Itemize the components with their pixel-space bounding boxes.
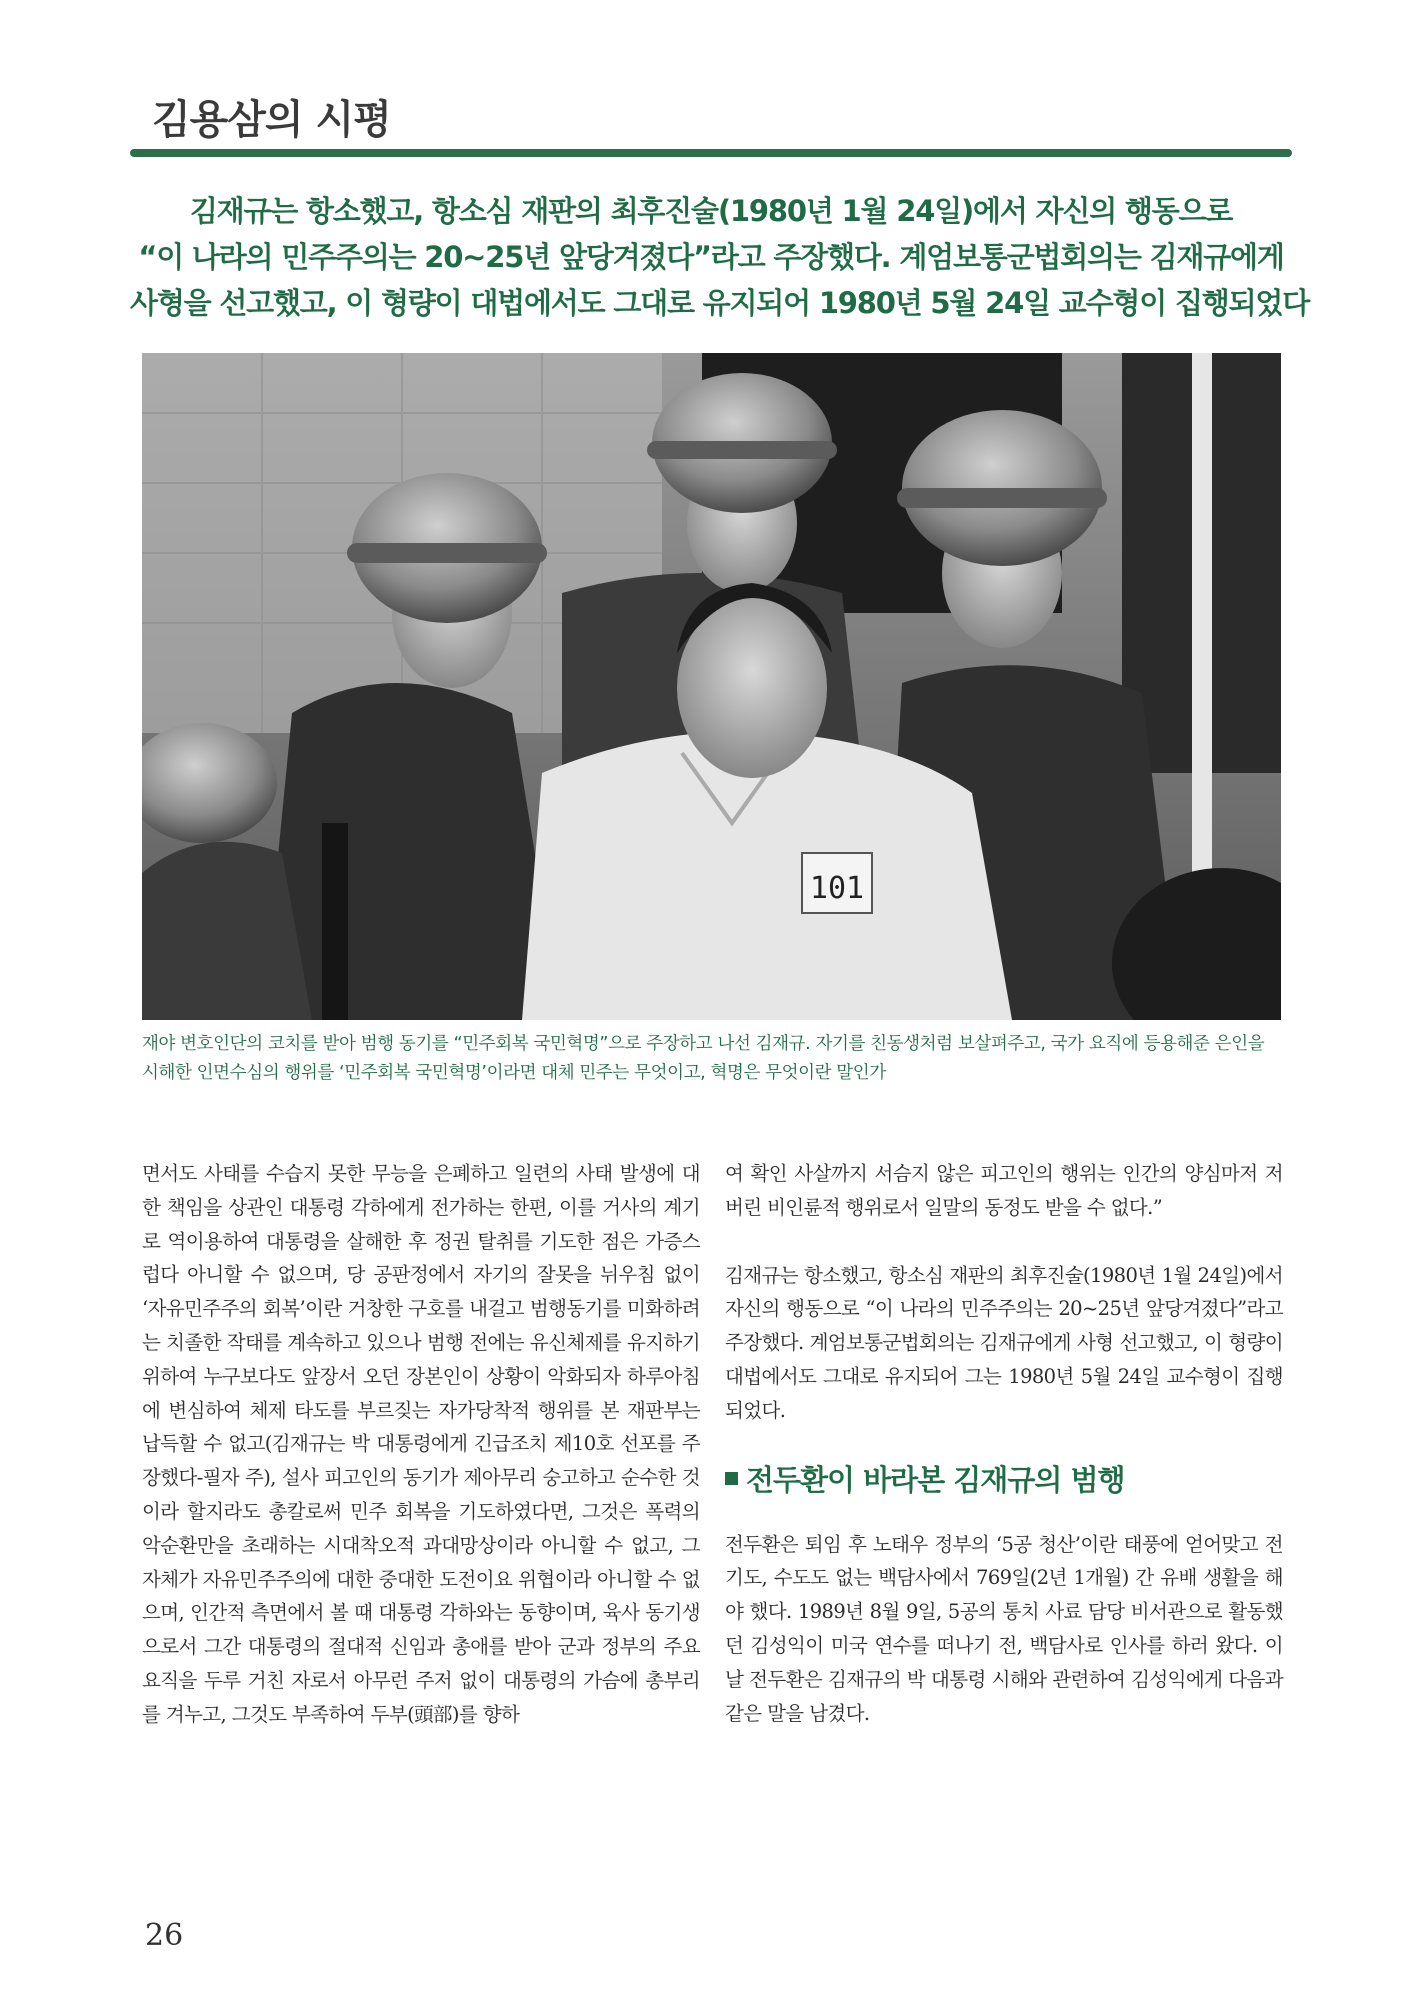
news-photo bbox=[142, 353, 1281, 1020]
header-divider bbox=[130, 149, 1292, 157]
section-heading bbox=[725, 1460, 1283, 1500]
photo-illustration bbox=[142, 353, 1281, 1020]
prisoner-badge-text: 101 bbox=[809, 871, 865, 906]
body-left-column bbox=[142, 1157, 700, 1732]
square-bullet-icon bbox=[725, 1472, 738, 1485]
section-heading-text: 전두환이 바라본 김재규의 범행 bbox=[746, 1462, 1125, 1497]
body-paragraph: 전두환은 퇴임 후 노태우 정부의 ‘5공 청산’이란 태풍에 얻어맞고 전기도, 수도도 없는 백담사에서 769일(2년 1개월) 간 유배 생활을 해야 했다. 1989년 8월 9일, 5공의 통치 사료 담당 비서관으로 활동했던 김성익이 미국 연수를 떠나기 전, 백담사로 인사를 하러 왔다. 이날 전두환은 김재규의 박 대통령 시해와 관련하여 김성익에게 다음과 같은 말을 남겼다. bbox=[725, 1532, 1283, 1725]
page-header-title: 김용삼의 시평 bbox=[152, 97, 391, 143]
lead-line-2: “이 나라의 민주주의는 20~25년 앞당겨졌다”라고 주장했다. 계엄보통군법회의는 김재규에게 bbox=[138, 240, 1284, 274]
body-paragraph: 여 확인 사살까지 서슴지 않은 피고인의 행위는 인간의 양심마저 저버린 비인륜적 행위로서 일말의 동정도 받을 수 없다.” bbox=[725, 1162, 1283, 1219]
lead-line-3: 사형을 선고했고, 이 형량이 대법에서도 그대로 유지되어 1980년 5월 24일 교수형이 집행되었다 bbox=[130, 286, 1310, 320]
lead-summary bbox=[130, 188, 1310, 326]
photo-caption: 재야 변호인단의 코치를 받아 범행 동기를 “민주회복 국민혁명”으로 주장하고 나선 김재규. 자기를 친동생처럼 보살펴주고, 국가 요직에 등용해준 은인을 시해한 인면수심의 행위를 ‘민주회복 국민혁명’이라면 대체 민주는 무엇이고, 혁명은 무엇이란 말인가 bbox=[142, 1034, 1265, 1083]
paragraph-spacer bbox=[725, 1225, 1283, 1259]
body-paragraph: 면서도 사태를 수습지 못한 무능을 은폐하고 일련의 사태 발생에 대한 책임을 상관인 대통령 각하에게 전가하는 한편, 이를 거사의 계기로 역이용하여 대통령을 살해한 후 정권 탈취를 기도한 점은 가증스럽다 아니할 수 없으며, 당 공판정에서 자기의 잘못을 뉘우침 없이 ‘자유민주주의 회복’이란 거창한 구호를 내걸고 범행동기를 미화하려는 치졸한 작태를 계속하고 있으나 범행 전에는 유신체제를 유지하기 위하여 누구보다도 앞장서 오던 장본인이 상황이 악화되자 하루아침에 변심하여 체제 타도를 부르짖는 자가당착적 행위를 본 재판부는 납득할 수 없고(김재규는 박 대통령에게 긴급조치 제10호 선포를 주장했다-필자 주), 설사 피고인의 동기가 제아무리 숭고하고 순수한 것이라 할지라도 총칼로써 민주 회복을 기도하였다면, 그것은 폭력의 악순환만을 초래하는 시대착오적 과대망상이라 아니할 수 없고, 그 자체가 자유민주주의에 대한 중대한 도전이요 위협이라 아니할 수 없으며, 인간적 측면에서 볼 때 대통령 각하와는 동향이며, 육사 동기생으로서 그간 대통령의 절대적 신임과 총애를 받아 군과 정부의 주요 요직을 두루 거친 자로서 아무런 주저 없이 대통령의 가슴에 총부리를 겨누고, 그것도 부족하여 두부(頭部)를 향하 bbox=[142, 1162, 700, 1726]
lead-line-1: 김재규는 항소했고, 항소심 재판의 최후진술(1980년 1월 24일)에서 자신의 행동으로 bbox=[189, 194, 1233, 228]
body-right-column bbox=[725, 1157, 1283, 1730]
page-number: 26 bbox=[145, 1918, 184, 1953]
body-paragraph: 김재규는 항소했고, 항소심 재판의 최후진술(1980년 1월 24일)에서 자신의 행동으로 “이 나라의 민주주의는 20~25년 앞당겨졌다”라고 주장했다. 계엄보통군법회의는 김재규에게 사형 선고했고, 이 형량이 대법에서도 그대로 유지되어 그는 1980년 5월 24일 교수형이 집행되었다. bbox=[725, 1263, 1283, 1422]
